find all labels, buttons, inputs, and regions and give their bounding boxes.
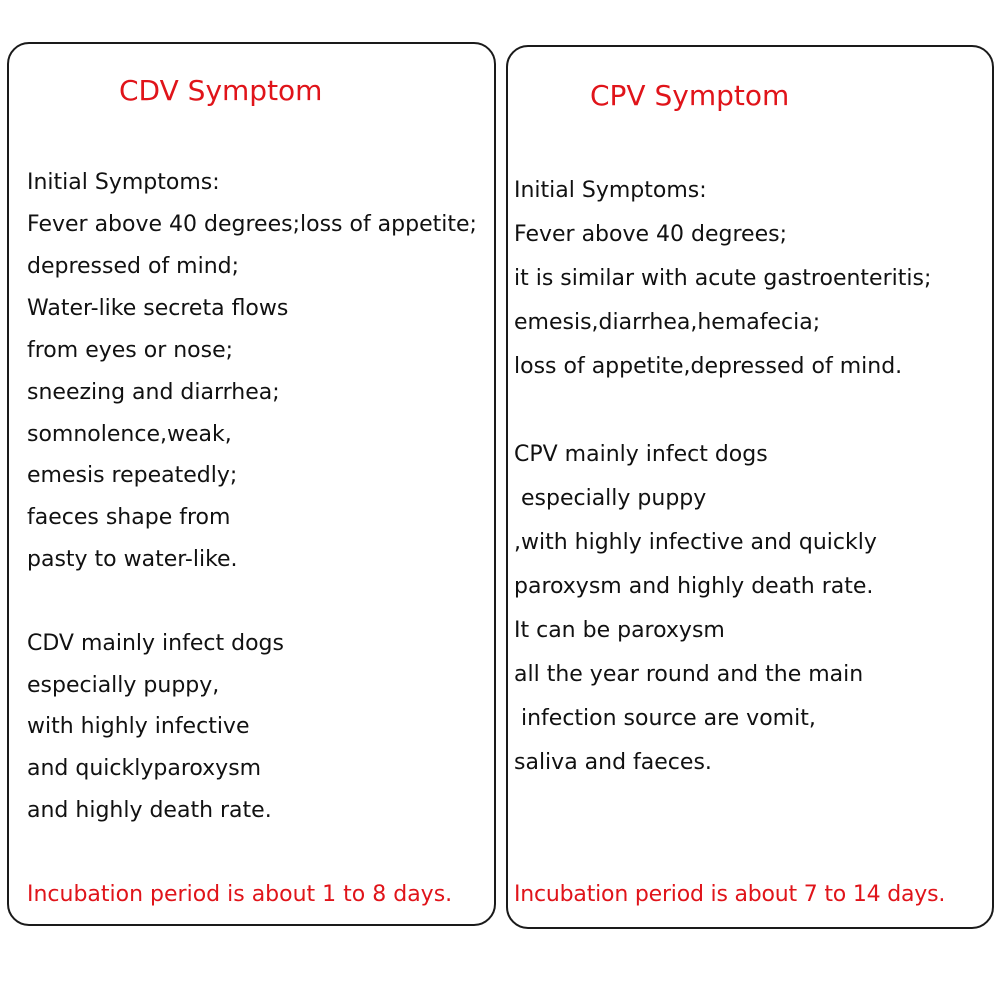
cdv-line: Initial Symptoms:: [27, 170, 220, 195]
cpv-line: It can be paroxysm: [514, 618, 725, 643]
cdv-incubation-note: Incubation period is about 1 to 8 days.: [27, 882, 453, 907]
cdv-line: Water-like secreta flows: [27, 296, 289, 321]
cpv-line: it is similar with acute gastroenteritis;: [514, 266, 932, 291]
cpv-line: all the year round and the main: [514, 662, 864, 687]
cdv-line: especially puppy,: [27, 673, 220, 698]
cpv-symptom-card: [506, 45, 994, 929]
cpv-line: ,with highly infective and quickly: [514, 530, 877, 555]
cpv-line: CPV mainly infect dogs: [514, 442, 768, 467]
cdv-line: depressed of mind;: [27, 254, 240, 279]
cdv-line: CDV mainly infect dogs: [27, 631, 284, 656]
cpv-line: Initial Symptoms:: [514, 178, 707, 203]
cdv-line: and highly death rate.: [27, 798, 272, 823]
cpv-line: Fever above 40 degrees;: [514, 222, 787, 247]
cdv-line: from eyes or nose;: [27, 338, 234, 363]
cdv-symptom-card: [7, 42, 496, 926]
cdv-line: sneezing and diarrhea;: [27, 380, 280, 405]
cdv-line: somnolence,weak,: [27, 422, 232, 447]
cpv-line: saliva and faeces.: [514, 750, 712, 775]
cdv-line: emesis repeatedly;: [27, 463, 238, 488]
cpv-card-title: CPV Symptom: [590, 79, 790, 112]
cdv-line: with highly infective: [27, 714, 250, 739]
cdv-line: faeces shape from: [27, 505, 231, 530]
cpv-incubation-note: Incubation period is about 7 to 14 days.: [514, 882, 946, 907]
cdv-line: and quicklyparoxysm: [27, 756, 262, 781]
cdv-line: Fever above 40 degrees;loss of appetite;: [27, 212, 477, 237]
cpv-line: loss of appetite,depressed of mind.: [514, 354, 903, 379]
cpv-line: paroxysm and highly death rate.: [514, 574, 874, 599]
cpv-line: infection source are vomit,: [514, 706, 816, 731]
cdv-card-title: CDV Symptom: [119, 74, 323, 107]
cdv-line: pasty to water-like.: [27, 547, 238, 572]
cpv-line: emesis,diarrhea,hemafecia;: [514, 310, 821, 335]
cpv-line: especially puppy: [514, 486, 707, 511]
